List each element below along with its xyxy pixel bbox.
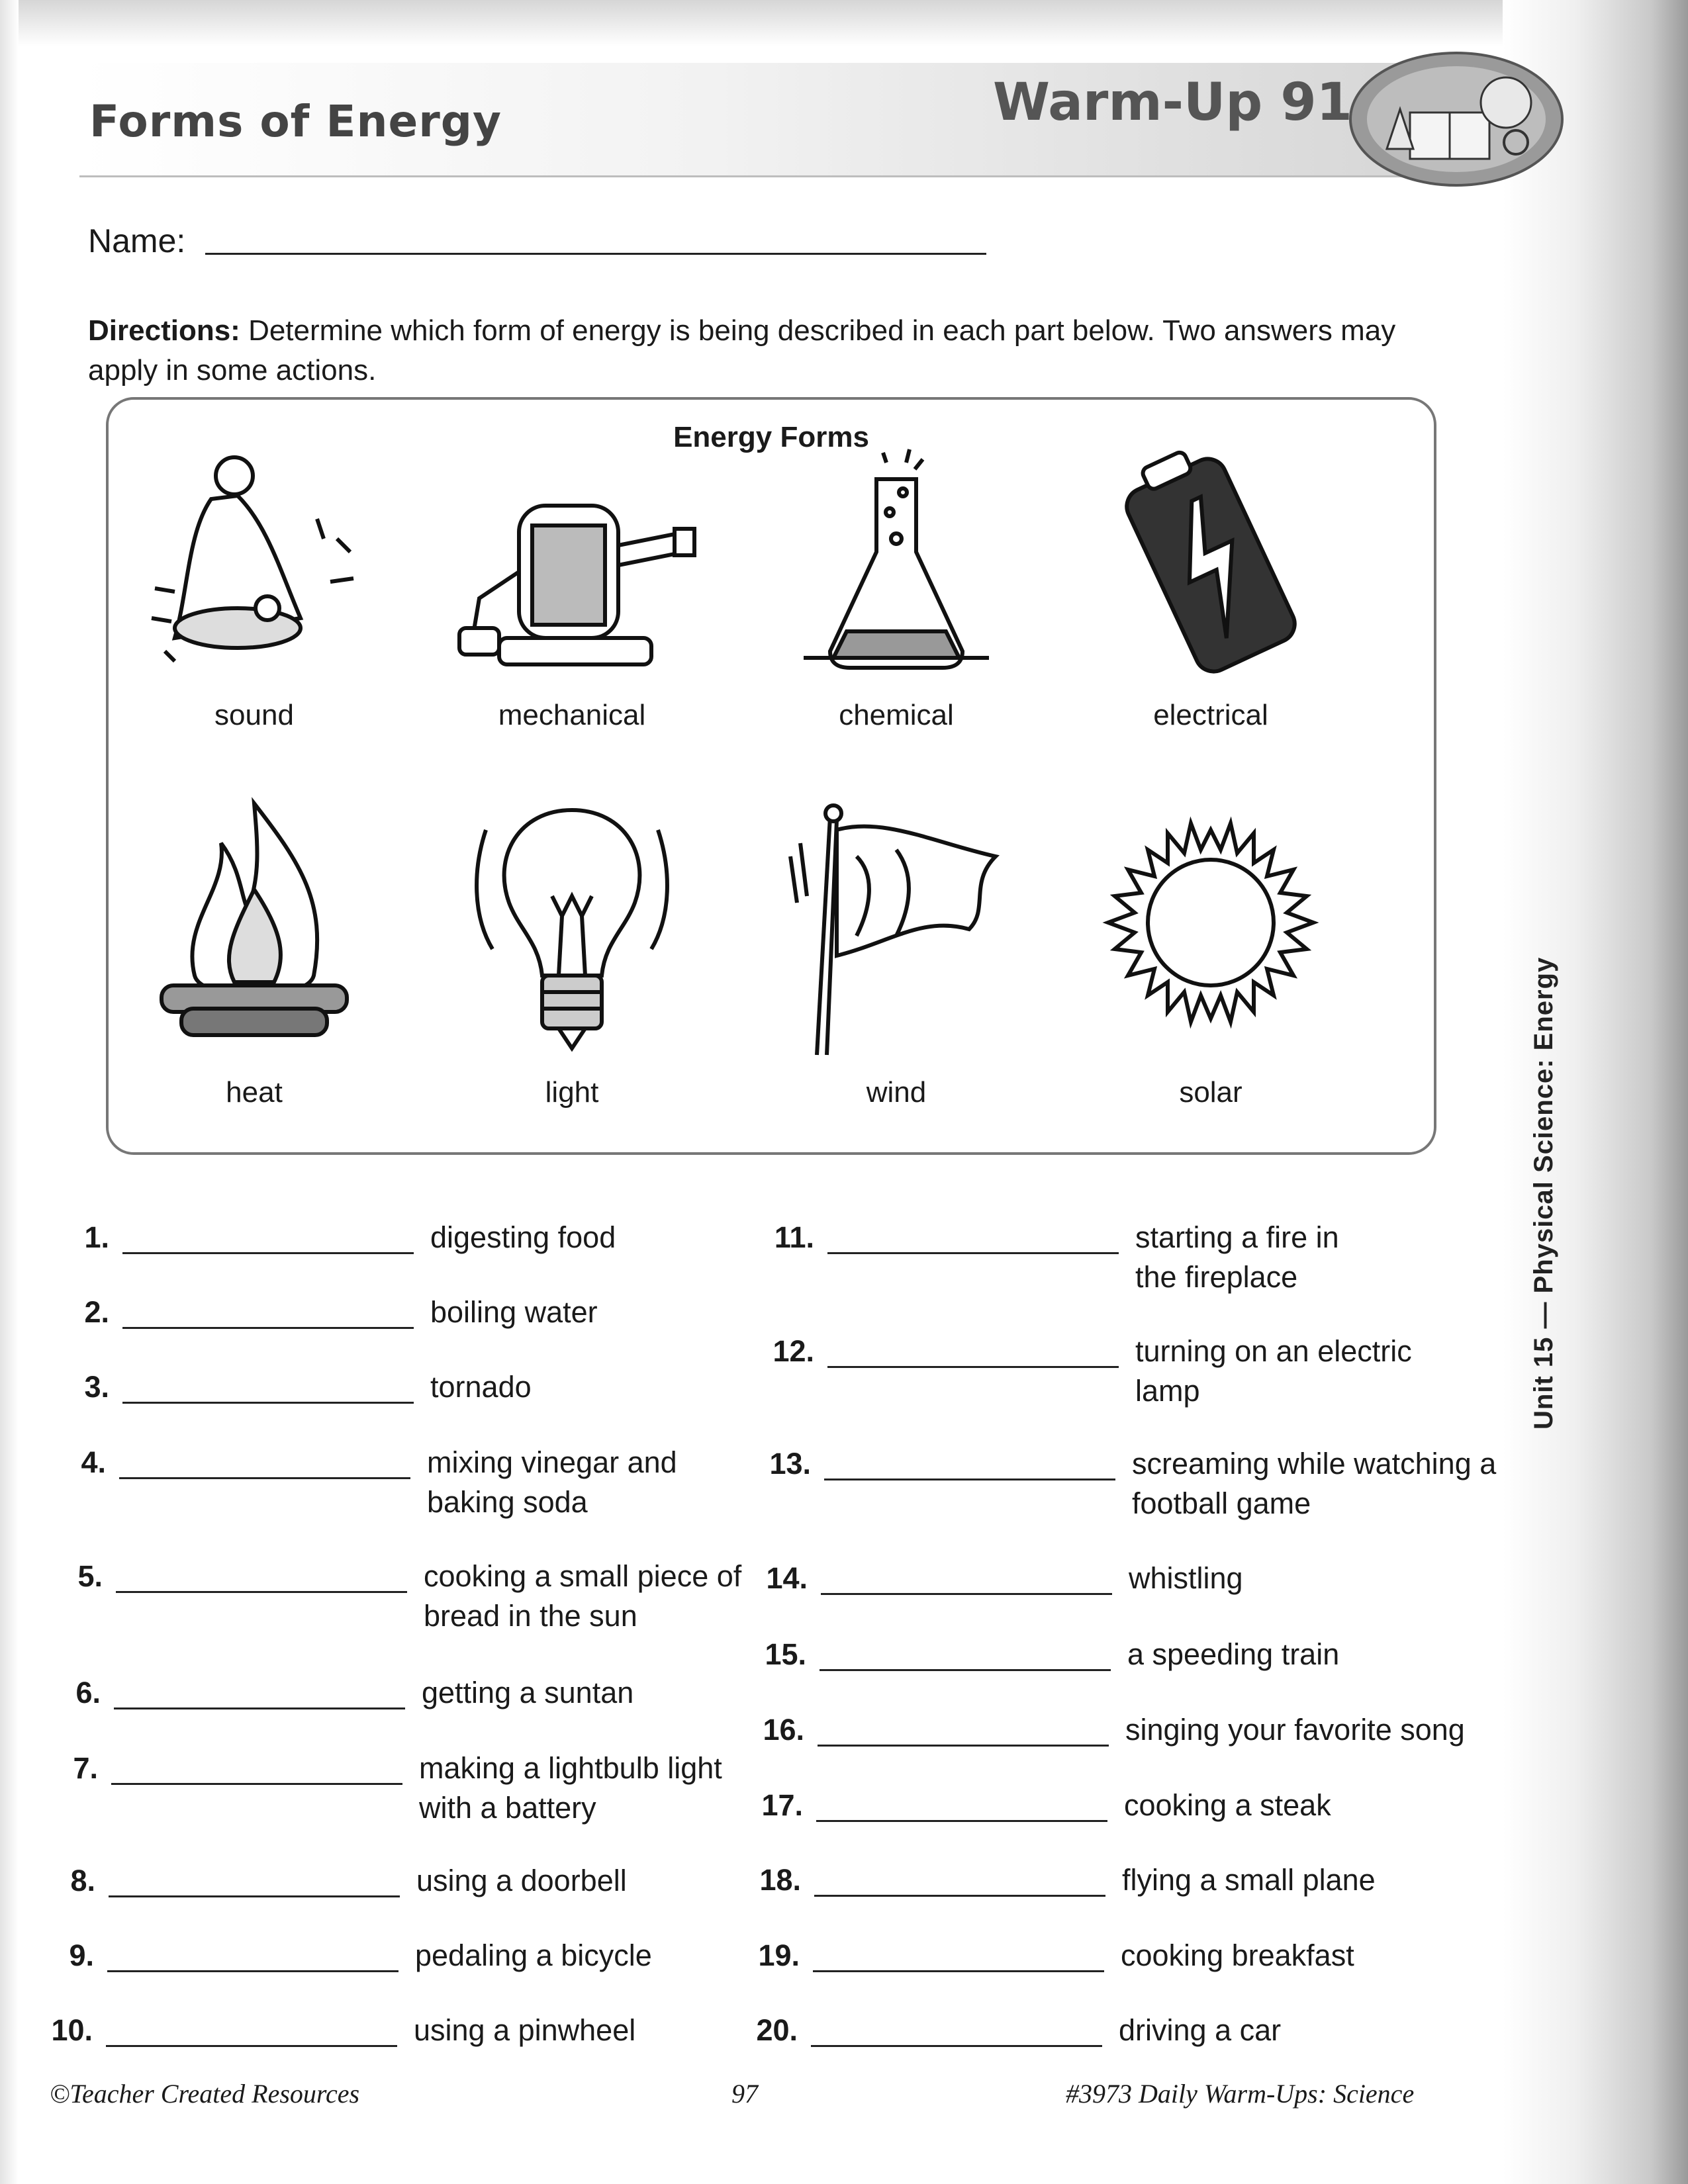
- question-number: 17.: [761, 1788, 803, 1822]
- flask-icon: [797, 439, 996, 691]
- question-number: 12.: [773, 1334, 814, 1368]
- campfire-icon: [142, 790, 367, 1068]
- energy-form-chemical: [737, 439, 1055, 732]
- question-text: cooking breakfast: [1121, 1938, 1354, 1972]
- answer-line[interactable]: [122, 1402, 414, 1404]
- answer-line[interactable]: [824, 1479, 1115, 1480]
- question-text: cooking a steak: [1124, 1788, 1331, 1822]
- pencil-sharpener-icon: [446, 439, 698, 691]
- directions-label: Directions:: [88, 314, 240, 347]
- science-badge-icon: [1347, 50, 1566, 189]
- scan-shadow-left: [0, 0, 19, 2184]
- question-number: 2.: [84, 1295, 109, 1329]
- answer-line[interactable]: [109, 1895, 400, 1897]
- question-number: 15.: [765, 1637, 806, 1671]
- unit-sidebar-text: Unit 15 — Physical Science: Energy: [1529, 956, 1558, 1430]
- question-number: 20.: [756, 2013, 798, 2047]
- energy-form-solar: [1052, 790, 1370, 1109]
- question-text: flying a small plane: [1122, 1863, 1376, 1897]
- question-text: tornado: [430, 1370, 532, 1404]
- sun-icon: [1085, 790, 1336, 1068]
- energy-form-electrical: [1052, 439, 1370, 732]
- footer-page-number: 97: [731, 2079, 758, 2109]
- answer-line[interactable]: [107, 1970, 399, 1972]
- energy-form-heat: [95, 790, 413, 1109]
- energy-form-mechanical: [413, 439, 731, 732]
- question-text: using a pinwheel: [414, 2013, 636, 2047]
- answer-line[interactable]: [820, 1669, 1111, 1671]
- answer-line[interactable]: [811, 2045, 1102, 2047]
- energy-form-label: chemical: [839, 699, 954, 731]
- answer-line[interactable]: [813, 1970, 1104, 1972]
- bell-icon: [148, 439, 360, 691]
- energy-form-label: wind: [866, 1076, 927, 1109]
- battery-icon: [1098, 439, 1323, 691]
- energy-form-label: mechanical: [498, 699, 646, 731]
- energy-forms-title: Energy Forms: [673, 421, 869, 453]
- question-number: 1.: [84, 1220, 109, 1254]
- question-text: a speeding train: [1127, 1637, 1340, 1671]
- page-title: Forms of Energy: [89, 96, 502, 147]
- question-text: getting a suntan: [422, 1676, 634, 1709]
- question-number: 9.: [69, 1938, 94, 1972]
- answer-line[interactable]: [116, 1591, 407, 1593]
- unit-sidebar: [1529, 956, 1582, 1430]
- energy-form-label: heat: [226, 1076, 283, 1109]
- question-text: singing your favorite song: [1125, 1713, 1465, 1747]
- energy-form-wind: [737, 790, 1055, 1109]
- energy-form-label: solar: [1179, 1076, 1243, 1109]
- directions: [88, 311, 1465, 390]
- question-number: 10.: [51, 2013, 93, 2047]
- energy-forms-box: [106, 397, 1436, 1155]
- question-text: cooking a small piece of bread in the sun: [424, 1559, 742, 1633]
- question-text: using a doorbell: [416, 1864, 627, 1897]
- question-text: digesting food: [430, 1220, 616, 1254]
- answer-line[interactable]: [114, 1707, 405, 1709]
- question-number: 19.: [758, 1938, 800, 1972]
- question-text: screaming while watching a football game: [1132, 1447, 1497, 1520]
- question-number: 8.: [70, 1864, 95, 1897]
- flag-icon: [771, 790, 1022, 1068]
- question-number: 11.: [774, 1220, 814, 1254]
- question-number: 7.: [73, 1751, 98, 1785]
- energy-form-light: [413, 790, 731, 1109]
- answer-line[interactable]: [106, 2045, 397, 2047]
- question-text: making a lightbulb light with a battery: [419, 1751, 722, 1825]
- question-text: boiling water: [430, 1295, 598, 1329]
- question-text: driving a car: [1119, 2013, 1282, 2047]
- energy-form-sound: [95, 439, 413, 732]
- answer-line[interactable]: [827, 1252, 1119, 1254]
- scan-shadow-top: [0, 0, 1688, 46]
- question-number: 18.: [759, 1863, 801, 1897]
- question-text: mixing vinegar and baking soda: [427, 1445, 677, 1519]
- answer-line[interactable]: [818, 1745, 1109, 1747]
- answer-line[interactable]: [122, 1252, 414, 1254]
- question-number: 13.: [769, 1447, 811, 1480]
- lightbulb-icon: [459, 790, 684, 1068]
- energy-form-label: sound: [214, 699, 294, 731]
- directions-text: Determine which form of energy is being described in each part below. Two answers may apply in some actions.: [88, 314, 1396, 387]
- question-number: 6.: [75, 1676, 101, 1709]
- energy-form-label: electrical: [1153, 699, 1268, 731]
- name-label: Name:: [88, 222, 186, 259]
- question-number: 14.: [766, 1561, 808, 1595]
- answer-line[interactable]: [119, 1477, 410, 1479]
- question-number: 16.: [763, 1713, 804, 1747]
- question-text: pedaling a bicycle: [415, 1938, 652, 1972]
- question-text: starting a fire in the fireplace: [1135, 1220, 1339, 1294]
- footer-publisher: ©Teacher Created Resources: [50, 2079, 360, 2109]
- name-field[interactable]: [205, 253, 986, 255]
- question-text: whistling: [1129, 1561, 1243, 1595]
- answer-line[interactable]: [816, 1820, 1107, 1822]
- warmup-number: Warm-Up 91: [993, 73, 1352, 132]
- question-number: 3.: [84, 1370, 109, 1404]
- question-number: 5.: [77, 1559, 103, 1593]
- energy-form-label: light: [545, 1076, 599, 1109]
- answer-line[interactable]: [814, 1895, 1105, 1897]
- question-text: turning on an electric lamp: [1135, 1334, 1412, 1408]
- footer-book-title: #3973 Daily Warm-Ups: Science: [1066, 2079, 1415, 2109]
- answer-line[interactable]: [111, 1783, 402, 1785]
- answer-line[interactable]: [827, 1366, 1119, 1368]
- answer-line[interactable]: [821, 1593, 1112, 1595]
- question-number: 4.: [81, 1445, 106, 1479]
- answer-line[interactable]: [122, 1327, 414, 1329]
